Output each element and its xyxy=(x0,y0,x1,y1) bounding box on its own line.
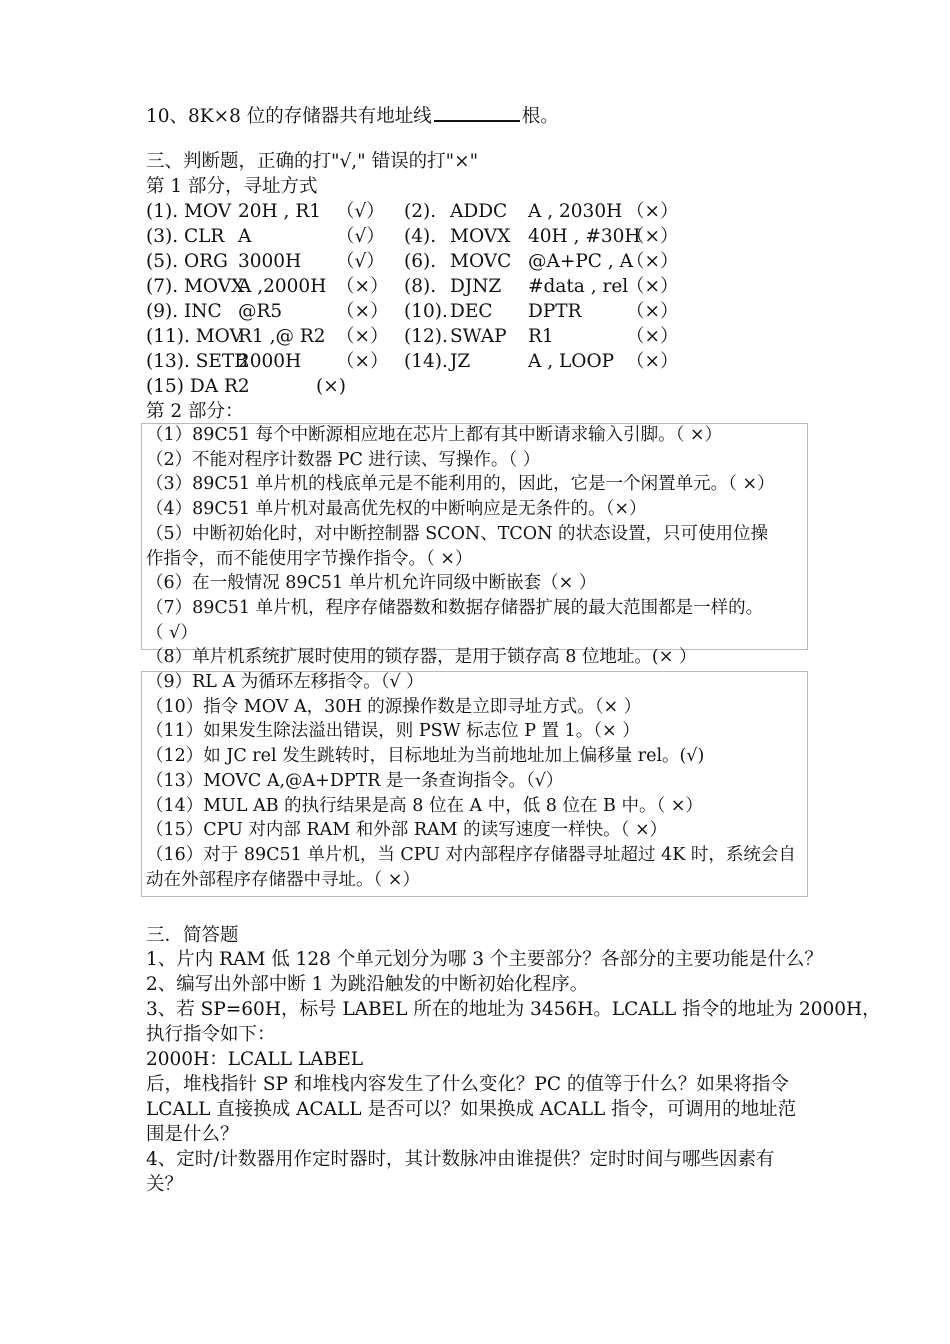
operand-left: 3000H xyxy=(238,251,302,272)
judge-statement-line: （14）MUL AB 的执行结果是高 8 位在 A 中，低 8 位在 B 中。（ ×） xyxy=(146,795,703,816)
item-15-operand: R2 xyxy=(224,376,250,397)
instruction-left: (7). MOVX xyxy=(146,276,245,297)
judge-statement-line: （1）89C51 每个中断源相应地在芯片上都有其中断请求输入引脚。（ ×） xyxy=(146,425,723,445)
operand-left: @R5 xyxy=(238,301,283,322)
mark-right: （×） xyxy=(626,226,679,247)
mark-left: （×） xyxy=(336,276,389,297)
item-number-right: (4). xyxy=(404,226,437,247)
short-answer-line: 3、若 SP=60H，标号 LABEL 所在的地址为 3456H。LCALL 指令的地址为 2000H， xyxy=(146,999,881,1020)
item-number-right: (2). xyxy=(404,201,437,222)
question-10 xyxy=(146,104,559,127)
judge-statement-line: （10）指令 MOV A，30H 的源操作数是立即寻址方式。（× ） xyxy=(146,696,642,717)
instruction-left: (5). ORG xyxy=(146,251,228,272)
short-answer-heading: 三．简答题 xyxy=(146,925,239,946)
operand-right: A , 2030H xyxy=(528,201,623,222)
short-answer-line: 后，堆栈指针 SP 和堆栈内容发生了什么变化？PC 的值等于什么？如果将指令 xyxy=(146,1074,789,1095)
operand-right: @A+PC , A xyxy=(528,251,633,272)
mark-left: （×） xyxy=(336,301,389,322)
operand-left: 2000H xyxy=(238,351,302,372)
short-answer-line: LCALL 直接换成 ACALL 是否可以？如果换成 ACALL 指令，可调用的地址范 xyxy=(146,1099,797,1120)
operand-right: DPTR xyxy=(528,301,582,322)
operand-left: A xyxy=(238,226,252,247)
judge-statement-line: 动在外部程序存储器中寻址。（ ×） xyxy=(146,869,420,890)
part1-title: 第 1 部分，寻址方式 xyxy=(146,176,318,197)
mark-left: （×） xyxy=(336,351,389,372)
instruction-left: (1). MOV xyxy=(146,201,232,222)
instruction-right: DJNZ xyxy=(450,276,502,297)
judge-statement-line: （6）在一般情况 89C51 单片机允许同级中断嵌套（× ） xyxy=(146,573,597,594)
instruction-right: MOVC xyxy=(450,251,512,272)
judge-statement-line: （9）RL A 为循环左移指令。（√ ） xyxy=(146,672,424,692)
short-answer-line: 执行指令如下： xyxy=(146,1024,276,1045)
mark-right: （×） xyxy=(626,351,679,372)
judge-statement-line: （16）对于 89C51 单片机，当 CPU 对内部程序存储器寻址超过 4K 时，系统会自 xyxy=(146,844,796,865)
instruction-left: (11). MOV xyxy=(146,326,243,347)
item-number-right: (12). xyxy=(404,326,448,347)
judge-statement-line: （4）89C51 单片机对最高优先权的中断响应是无条件的。（×） xyxy=(146,499,647,520)
short-answer-line: 2、编写出外部中断 1 为跳沿触发的中断初始化程序。 xyxy=(146,974,589,995)
answer-blank xyxy=(434,104,520,122)
operand-right: A , LOOP xyxy=(528,351,615,372)
instruction-left: (3). CLR xyxy=(146,226,225,247)
item-number-right: (14). xyxy=(404,351,448,372)
instruction-right: SWAP xyxy=(450,326,507,347)
short-answer-line: 围是什么？ xyxy=(146,1124,239,1145)
judge-statement-line: （12）如 JC rel 发生跳转时，目标地址为当前地址加上偏移量 rel。(√) xyxy=(146,746,705,767)
instruction-left: (13). SETB xyxy=(146,351,248,372)
instruction-right: ADDC xyxy=(450,201,508,222)
item-number-right: (8). xyxy=(404,276,437,297)
question-10-text: 10、8K×8 位的存储器共有地址线 xyxy=(146,106,432,127)
mark-right: （×） xyxy=(626,276,679,297)
operand-left: R1 ,@ R2 xyxy=(238,326,326,347)
mark-right: （×） xyxy=(626,201,679,222)
judge-statement-line: （ √） xyxy=(146,622,198,643)
judge-statement-line: （7）89C51 单片机，程序存储器数和数据存储器扩展的最大范围都是一样的。 xyxy=(146,597,764,618)
mark-left: （√） xyxy=(336,226,385,247)
instruction-right: MOVX xyxy=(450,226,511,247)
mark-left: （√） xyxy=(336,251,385,272)
question-10-suffix: 根。 xyxy=(521,106,559,127)
instruction-right: DEC xyxy=(450,301,493,322)
short-answer-line: 关？ xyxy=(146,1174,184,1195)
judge-statement-line: （3）89C51 单片机的栈底单元是不能利用的，因此，它是一个闲置单元。（ ×） xyxy=(146,474,775,495)
item-15-op: (15) DA xyxy=(146,376,219,397)
operand-left: 20H , R1 xyxy=(238,201,322,222)
operand-right: R1 xyxy=(528,326,554,347)
item-number-right: (10). xyxy=(404,301,448,322)
judge-heading: 三、判断题，正确的打"√," 错误的打"×" xyxy=(146,151,479,172)
mark-left: （√） xyxy=(336,201,385,222)
part2-title: 第 2 部分： xyxy=(146,401,244,422)
judge-statement-line: （15）CPU 对内部 RAM 和外部 RAM 的读写速度一样快。（ ×） xyxy=(146,820,668,841)
judge-statement-line: （5）中断初始化时，对中断控制器 SCON、TCON 的状态设置，只可使用位操 xyxy=(146,523,769,544)
instruction-right: JZ xyxy=(450,351,471,372)
judge-statement-line: （8）单片机系统扩展时使用的锁存器，是用于锁存高 8 位地址。(× ） xyxy=(146,647,697,668)
short-answer-line: 4、定时/计数器用作定时器时，其计数脉冲由谁提供？定时时间与哪些因素有 xyxy=(146,1149,775,1170)
operand-right: 40H , #30H xyxy=(528,226,641,247)
mark-right: （×） xyxy=(626,251,679,272)
mark-right: （×） xyxy=(626,301,679,322)
judge-statement-line: （13）MOVC A,@A+DPTR 是一条查询指令。（√） xyxy=(146,770,564,791)
item-number-right: (6). xyxy=(404,251,437,272)
judge-statement-line: （2）不能对程序计数器 PC 进行读、写操作。（ ） xyxy=(146,449,541,470)
judge-statement-line: 作指令，而不能使用字节操作指令。（ ×） xyxy=(146,548,473,569)
operand-left: A ,2000H xyxy=(238,276,327,297)
mark-right: （×） xyxy=(626,326,679,347)
short-answer-line: 2000H：LCALL LABEL xyxy=(146,1049,363,1070)
item-15-mark: (×) xyxy=(316,376,346,397)
short-answer-line: 1、片内 RAM 低 128 个单元划分为哪 3 个主要部分？各部分的主要功能是什么？ xyxy=(146,949,823,970)
operand-right: #data , rel xyxy=(528,276,629,297)
mark-left: （×） xyxy=(336,326,389,347)
judge-statement-line: （11）如果发生除法溢出错误，则 PSW 标志位 P 置 1。（× ） xyxy=(146,721,640,742)
instruction-left: (9). INC xyxy=(146,301,222,322)
